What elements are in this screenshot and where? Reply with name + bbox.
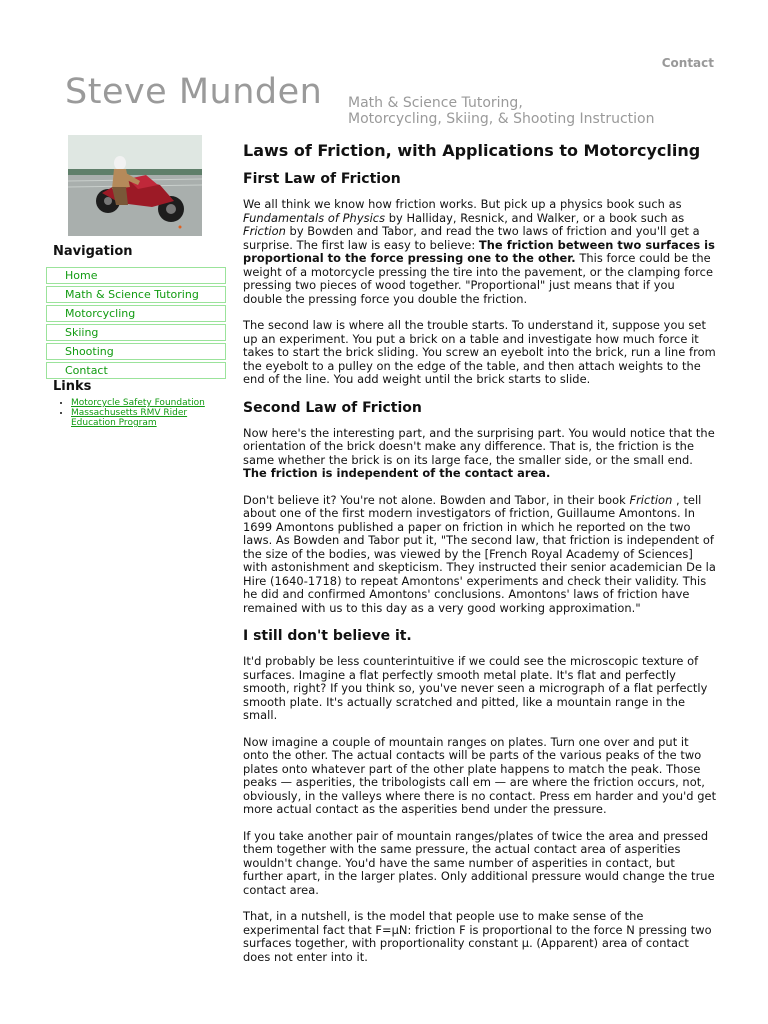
paragraph-2: The second law is where all the trouble starts. To understand it, suppose you set up an experiment. You put a brick on a table and investigate how much force it takes to start the brick sliding. You screw an eyebolt into the brick, run a line from the eyebolt to a pulley on the edge of the table, and then attach weights to the end of the line. You add weight until the brick starts to slide. [243, 318, 716, 386]
article-title: Laws of Friction, with Applications to Motorcycling [243, 141, 701, 160]
site-title: Steve Munden [65, 72, 323, 112]
paragraph-1 [243, 198, 717, 306]
second-law-statement: The friction is independent of the contact area. [243, 466, 551, 480]
text-run: We all think we know how friction works. But pick up a physics book such as [243, 197, 682, 211]
article [243, 141, 717, 977]
nav-item-motorcycling[interactable]: Motorcycling [46, 305, 226, 322]
text-run: by Halliday, Resnick, and Walker, or a book such as [385, 210, 685, 225]
nav-item-contact[interactable]: Contact [46, 362, 226, 379]
text-run: , tell about one of the first modern investigators of friction, Guillaume Amontons. In 1699 Amontons published a paper on friction in which he reported on the two laws. As Bowden and Tabor put it, "The second law, that friction is independent of the size of the bodies, was viewed by the [French Royal Academy of Sciences] with astonishment and skepticism. They instructed their senior academician De la Hire (1640-1718) to repeat Amontons' experiments and check their validity. This he did and confirmed Amontons' conclusions. Amontons' laws of friction have remained with us to this day as a very good working approximation." [243, 492, 716, 615]
nav-item-home[interactable]: Home [46, 267, 226, 284]
nav-item-shooting[interactable]: Shooting [46, 343, 226, 360]
book-title: Friction [629, 492, 673, 507]
list-item [71, 408, 226, 428]
heading-second-law: Second Law of Friction [243, 399, 422, 416]
motorcycle-rider-illustration [68, 135, 202, 236]
link-motorcycle-safety-foundation[interactable]: Motorcycle Safety Foundation [71, 398, 205, 408]
paragraph-3 [243, 427, 717, 481]
motorcycle-photo [68, 135, 202, 236]
nav-item-math-science-tutoring[interactable]: Math & Science Tutoring [46, 286, 226, 303]
links-heading: Links [53, 379, 92, 394]
tagline-line-2: Motorcycling, Skiing, & Shooting Instruction [348, 111, 655, 127]
site-tagline [348, 95, 654, 127]
tagline-line-1: Math & Science Tutoring, [348, 95, 523, 111]
external-links-list [46, 398, 226, 428]
text-run: Don't believe it? You're not alone. Bowden and Tabor, in their book [243, 492, 630, 507]
navigation-heading: Navigation [53, 244, 133, 259]
paragraph-8: That, in a nutshell, is the model that people use to make sense of the experimental fact that F=μN: friction F is proportional to the force N pressing two surfaces together, with proportionality constant μ. (Apparent) area of contact does not enter into it. [243, 909, 712, 964]
text-run: This force could be the weight of a motorcycle pressing the tire into the pavement, or the clamping force pressing two pieces of wood together. "Proportional" just means that if you double the pressing force you double the friction. [243, 251, 714, 306]
header-contact-link[interactable]: Contact [661, 56, 714, 70]
heading-still-dont-believe: I still don't believe it. [243, 628, 412, 644]
navigation-menu [46, 267, 226, 379]
paragraph-5: It'd probably be less counterintuitive if we could see the microscopic texture of surfaces. Imagine a flat perfectly smooth metal plate. It's flat and perfectly smooth, right? If you think so, you've never seen a micrograph of a flat perfectly smooth plate. It's actually scratched and pitted, like a mountain range in the small. [243, 654, 708, 722]
book-title: Fundamentals of Physics [243, 210, 386, 225]
text-run: Now here's the interesting part, and the surprising part. You would notice that the orientation of the brick doesn't make any difference. That is, the friction is the same whether the brick is on its large face, the smaller side, or the small end. [243, 425, 715, 467]
book-title: Friction [243, 224, 286, 238]
text-run: by Bowden and Tabor, and read the two laws of friction and you'll get a surprise. The first law is easy to believe: [243, 224, 700, 252]
paragraph-4 [243, 494, 717, 616]
heading-first-law: First Law of Friction [243, 171, 401, 187]
sidebar [46, 244, 226, 428]
list-item [71, 398, 226, 408]
paragraph-7: If you take another pair of mountain ranges/plates of twice the area and pressed them together with the same pressure, the actual contact area of asperities wouldn't change. You'd have the same number of asperities in contact, but further apart, in the larger plates. Only additional pressure would change the true contact area. [243, 828, 715, 897]
nav-item-skiing[interactable]: Skiing [46, 324, 226, 341]
link-massachusetts-rmv-rider-education[interactable]: Massachusetts RMV Rider Education Program [71, 408, 188, 428]
first-law-statement: The friction between two surfaces is proportional to the force pressing one to the other. [243, 237, 715, 265]
paragraph-6: Now imagine a couple of mountain ranges on plates. Turn one over and put it onto the other. The actual contacts will be parts of the various peaks of the two plates onto whatever part of the other plate happens to match the peak. Those peaks — asperities, the tribologists call em — are where the friction occurs, not, obviously, in the valleys where there is no contact. Press em harder and you'd get more actual contact as the asperities bend under the pressure. [243, 734, 717, 816]
